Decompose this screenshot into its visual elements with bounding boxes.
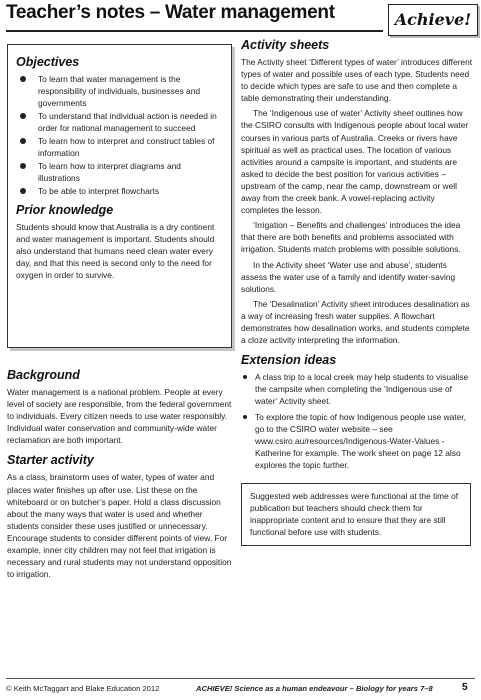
objective-item: To learn how to interpret and construct tables of information xyxy=(16,135,223,159)
background-heading: Background xyxy=(7,368,80,382)
starter-text: As a class, brainstorm uses of water, types of water and places water finishes up after use. List these on the whiteboard or on butcher’s paper. Hold a class discussion about the many ways that water is used and whether students consider these uses justified or unnecessary. Encourage students to consider different points of view. For example, inner city children may not feel that irrigation is necessary and rural students may not understand opposition to irrigation. xyxy=(7,472,232,580)
bullet-icon xyxy=(20,76,26,82)
page-header xyxy=(0,0,481,34)
objective-item: To learn how to interpret diagrams and illustrations xyxy=(16,160,223,184)
background-text: Water management is a national problem. People at every level of society are responsible, from the federal government to individuals. Every citizen needs to use water responsibly. Individual water conservation and community-wide water reclamation are both important. xyxy=(7,387,232,446)
left-column xyxy=(7,44,232,583)
bullet-icon xyxy=(243,415,247,419)
objective-item: To learn that water management is the responsibility of individuals, businesses and governments xyxy=(16,73,223,109)
activity-paragraph: ‘Irrigation – Benefits and challenges’ introduces the idea that there are both benefits and problems associated with irrigation. Students match problems with possible solutions. xyxy=(241,220,461,255)
achieve-badge: Achieve! xyxy=(388,4,478,36)
page-title: Teacher’s notes – Water management xyxy=(6,2,335,23)
extension-item: To explore the topic of how Indigenous people use water, go to the CSIRO water website – see www.csiro.au/resources/Indigenous-Water-Values -Katherine for example. The work sheet on page 12 also explores the topic further. xyxy=(241,411,473,471)
page-number: 5 xyxy=(462,682,468,693)
activity-paragraph: The Activity sheet ‘Different types of water’ introduces different types of water and possible uses of each type. Students need to decide which types are safe to use and then complete a table demonstrating their understanding. xyxy=(241,57,473,104)
objectives-heading: Objectives xyxy=(16,55,80,69)
extension-list xyxy=(241,371,473,471)
bullet-icon xyxy=(20,188,26,194)
bullet-icon xyxy=(20,113,26,119)
footer-copyright: © Keith McTaggart and Blake Education 2012 xyxy=(6,684,160,693)
footer-rule xyxy=(6,678,475,679)
web-address-note xyxy=(241,483,471,545)
objectives-list xyxy=(16,73,223,197)
footer-series: ACHIEVE! Science as a human endeavour – Biology for years 7–8 xyxy=(196,684,433,693)
objective-item: To be able to interpret flowcharts xyxy=(16,185,223,197)
objectives-box xyxy=(7,44,232,348)
bullet-icon xyxy=(20,163,26,169)
activity-sheets-heading: Activity sheets xyxy=(241,38,330,52)
starter-heading: Starter activity xyxy=(7,453,94,468)
activity-paragraph: The ‘Desalination’ Activity sheet introduces desalination as a way of increasing fresh water supplies. A flowchart demonstrates how desalination works, and students complete a cloze activity interpreting the information. xyxy=(241,298,470,346)
objective-item: To understand that individual action is needed in order for national management to succeed xyxy=(16,110,223,134)
activity-paragraph: The ‘Indigenous use of water’ Activity sheet outlines how the CSIRO consults with Indigenous people about local water courses in various parts of Australia. Creeks or rivers have spiritual as well as practical uses. The location of various activities around a campsite is important, and students are asked to decide the best position for various activities – upstream of the camp, near the camp, downstream or well away from the creek bank. A vowel-replacing activity completes the lesson. xyxy=(241,108,469,216)
extension-item: A class trip to a local creek may help students to visualise the campsite when completing the ‘Indigenous use of water’ Activity sheet. xyxy=(241,371,473,407)
bullet-icon xyxy=(20,138,26,144)
prior-knowledge-heading: Prior knowledge xyxy=(16,203,114,217)
prior-knowledge-text: Students should know that Australia is a dry continent and water management is important. Students should also understand that humans need clean water every day, and that this need is second only to the need for oxygen in order to survive. xyxy=(16,222,215,281)
activity-paragraph: In the Activity sheet ‘Water use and abuse’, students assess the water use of a family and identify water-saving solutions. xyxy=(241,259,456,294)
bullet-icon xyxy=(243,375,247,379)
note-text: Suggested web addresses were functional at the time of publication but teachers should check them for inappropriate content and to ensure that they are still functional before use with students. xyxy=(250,491,459,538)
extension-heading: Extension ideas xyxy=(241,353,337,368)
right-column xyxy=(241,38,473,546)
header-rule xyxy=(6,30,383,32)
